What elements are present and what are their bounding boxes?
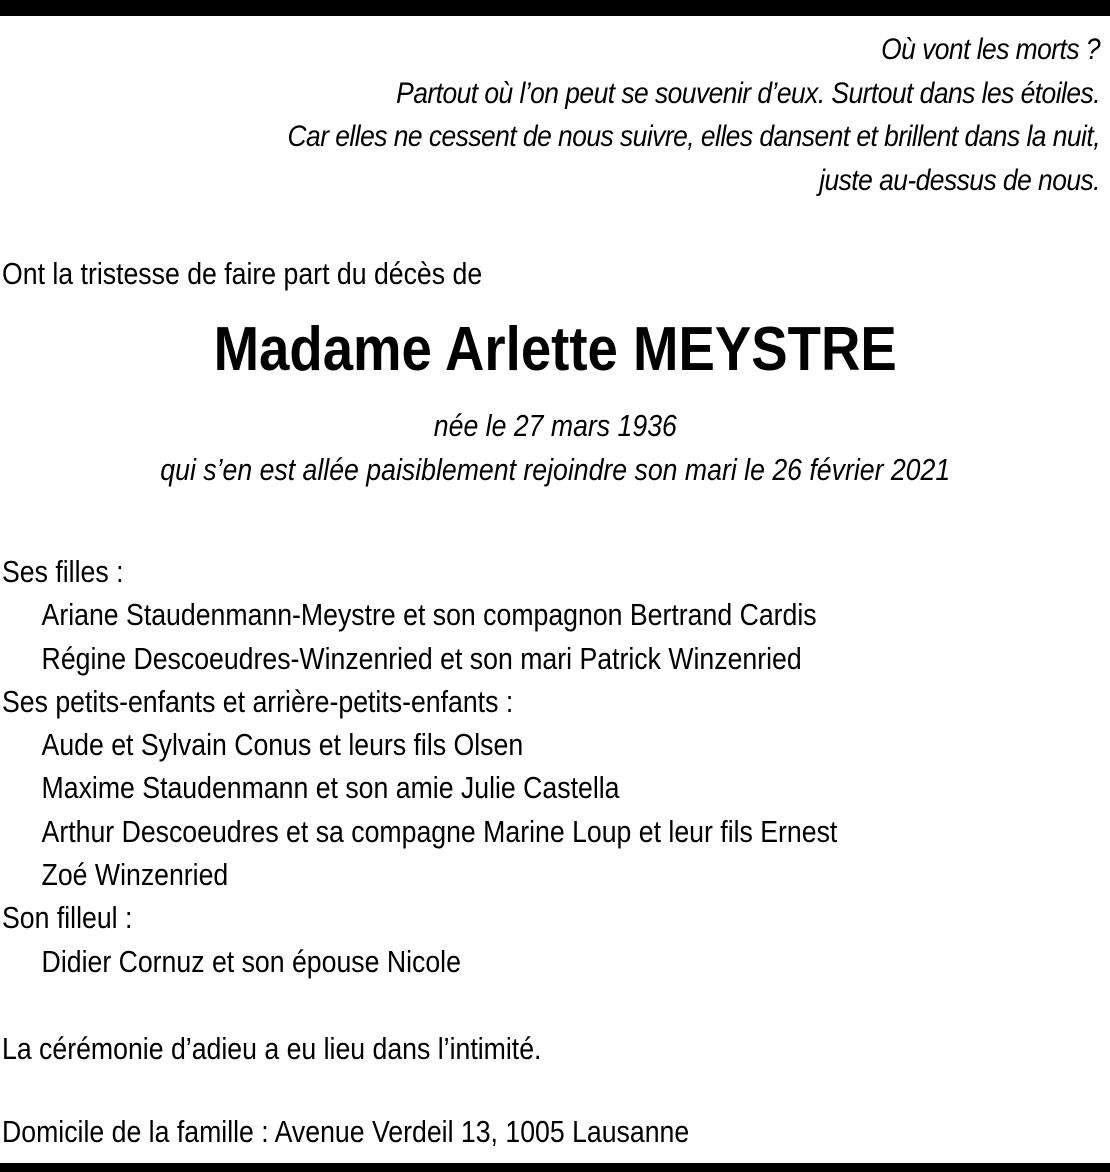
deceased-name-heading bbox=[0, 310, 1110, 390]
bottom-border-rule bbox=[0, 1163, 1110, 1172]
life-dates bbox=[0, 404, 1110, 492]
deceased-name: Madame Arlette MEYSTRE bbox=[213, 315, 897, 384]
epigraph-line: Où vont les morts ? bbox=[881, 33, 1100, 66]
epigraph-line: Partout où l’on peut se souvenir d’eux. Surtout dans les étoiles. bbox=[396, 76, 1101, 110]
list-item: Didier Cornuz et son épouse Nicole bbox=[41, 943, 461, 979]
list-item: Arthur Descoeudres et sa compagne Marine Loup et leur fils Ernest bbox=[41, 813, 838, 849]
announcement-intro: Ont la tristesse de faire part du décès de bbox=[2, 256, 483, 291]
list-item: Maxime Staudenmann et son amie Julie Castella bbox=[41, 770, 620, 806]
grandchildren-heading: Ses petits-enfants et arrière-petits-enfants : bbox=[2, 683, 514, 719]
list-item: Régine Descoeudres-Winzenried et son mari Patrick Winzenried bbox=[41, 640, 802, 676]
godson-heading: Son filleul : bbox=[2, 900, 133, 936]
birth-date-line: née le 27 mars 1936 bbox=[433, 408, 677, 443]
family-list bbox=[2, 550, 837, 983]
list-item: Aude et Sylvain Conus et leurs fils Olsen bbox=[41, 727, 524, 763]
daughters-heading: Ses filles : bbox=[2, 554, 124, 589]
list-item: Ariane Staudenmann-Meystre et son compagnon Bertrand Cardis bbox=[41, 597, 817, 633]
family-address: Domicile de la famille : Avenue Verdeil 13, 1005 Lausanne bbox=[2, 1114, 690, 1149]
ceremony-note: La cérémonie d’adieu a eu lieu dans l’intimité. bbox=[2, 1031, 542, 1066]
top-border-rule bbox=[0, 0, 1110, 16]
epigraph-line: juste au-dessus de nous. bbox=[819, 163, 1100, 197]
epigraph-line: Car elles ne cessent de nous suivre, elles dansent et brillent dans la nuit, bbox=[287, 120, 1100, 153]
death-date-line: qui s’en est allée paisiblement rejoindre son mari le 26 février 2021 bbox=[160, 452, 950, 487]
list-item: Zoé Winzenried bbox=[41, 857, 229, 893]
epigraph-quote bbox=[141, 28, 1100, 202]
